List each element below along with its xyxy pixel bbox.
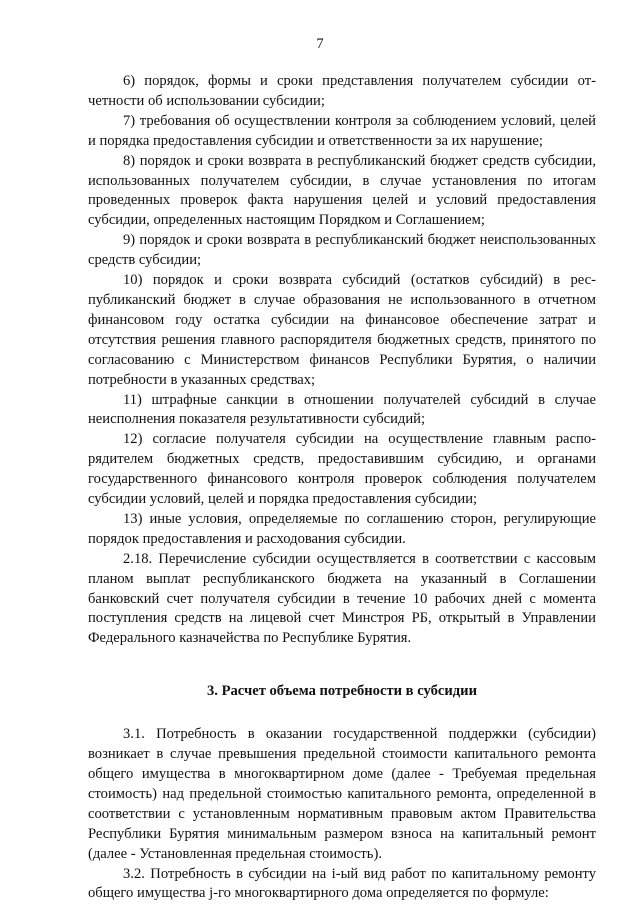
paragraph-item-7: 7) требования об осуществлении контроля за соблюдением условий, целей и порядка предоставления субсидии и ответственности за их нарушение;: [88, 112, 596, 149]
paragraph-2-18: 2.18. Перечисление субсидии осуществляется в соответствии с кассовым планом выплат республиканского бюджета на указанный в Соглашении банковский счет получателя субсидии в течение 10 рабочих дней с момента поступления средств на лицевой счет Минстроя РБ, открытый в Управлении Федерального казначейства по Республике Бурятия.: [88, 550, 596, 647]
paragraph-item-12: 12) согласие получателя субсидии на осуществление главным распорядителем бюджетных средств, предоставившим субсидию, и органами государственного финансового контроля проверок соблюдения получателем субсидии условий, целей и порядка предоставления субсидии;: [88, 431, 596, 508]
paragraph-item-13: 13) иные условия, определяемые по соглашению сторон, регулирующие порядок предоставления и расходования субсидии.: [88, 510, 596, 547]
section-heading: 3. Расчет объема потребности в субсидии: [207, 683, 477, 700]
document-body: [88, 72, 596, 904]
paragraph-item-8: 8) порядок и сроки возврата в республиканский бюджет средств субсидии, использованных получателем субсидии, в случае установления по итогам проведенных проверок факта нарушения целей и условий предоставления субсидии, определенных настоящим Порядком и Соглашением;: [88, 152, 596, 229]
paragraph-item-11: 11) штрафные санкции в отношении получателей субсидий в случае неисполнения показателя результативности субсидий;: [88, 391, 596, 428]
paragraph-item-6: 6) порядок, формы и сроки представления получателем субсидии отчетности об использовании субсидии;: [88, 73, 596, 109]
paragraph-3-2: 3.2. Потребность в субсидии на i-ый вид работ по капитальному ремонту общего имущества j-го многоквартирного дома определяется по формуле:: [88, 865, 596, 902]
paragraph-item-9: 9) порядок и сроки возврата в республиканский бюджет неиспользованных средств субсидии;: [88, 232, 596, 269]
page-number: 7: [316, 36, 324, 52]
paragraph-3-1: 3.1. Потребность в оказании государственной поддержки (субсидии) возникает в случае превышения предельной стоимости капитального ремонта общего имущества в многоквартирном доме (далее - Требуемая предельная стоимость) над предельной стоимостью капитального ремонта, определенной в соответствии с установленным нормативным правовым актом Правительства Республики Бурятия минимальным размером взноса на капитальный ремонт (далее - Установленная предельная стоимость).: [88, 726, 596, 862]
paragraph-item-10: 10) порядок и сроки возврата субсидий (остатков субсидий) в республиканский бюджет в случае образования не использованного в отчетном финансовом году остатка субсидии на финансовое обеспечение затрат и отсутствия решения главного распорядителя бюджетных средств, принятого по согласованию с Министерством финансов Республики Бурятия, о наличии потребности в указанных средствах;: [88, 272, 596, 388]
